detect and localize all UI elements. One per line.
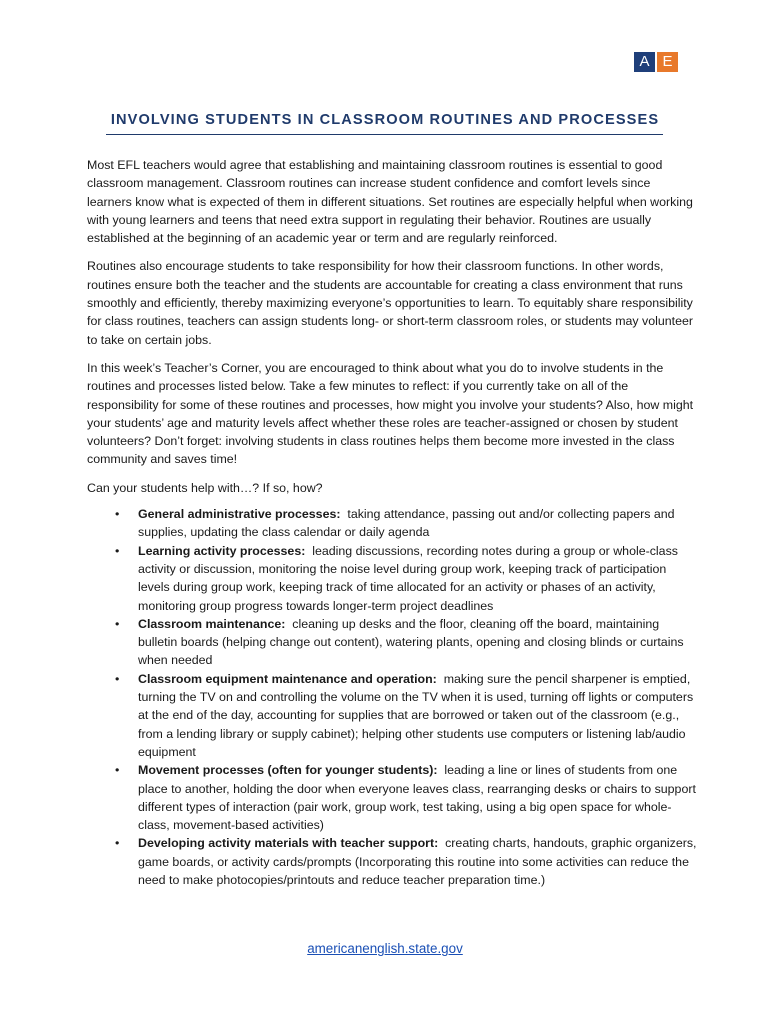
bullet-icon: • <box>115 763 120 778</box>
list-item-term: General administrative processes: <box>138 507 341 522</box>
list-item <box>87 834 697 889</box>
logo-letter-e: E <box>657 52 678 72</box>
list-item-term: Classroom equipment maintenance and operation: <box>138 671 437 686</box>
bullet-icon: • <box>115 836 120 851</box>
logo-letter-a: A <box>634 52 655 72</box>
footer <box>0 941 770 956</box>
list-item-text: leading a line or lines of students from one place to another, holding the door when everyone leaves class, rearranging desks or chairs to support different types of interaction (pair work, group work, test taking, using a big open space for whole-class, movement-based activities) <box>138 763 696 833</box>
list-item <box>87 761 697 834</box>
list-item <box>87 670 697 761</box>
list-item-text: cleaning up desks and the floor, cleaning off the board, maintaining bulletin boards (helping change out content), watering plants, opening and closing blinds or curtains when needed <box>138 616 684 668</box>
list-item <box>87 615 697 670</box>
list-item-text: creating charts, handouts, graphic organizers, game boards, or activity cards/prompts (Incorporating this routine into some activities can reduce the need to make photocopies/printouts and reduce teacher preparation time.) <box>138 836 697 887</box>
bullet-icon: • <box>115 507 120 522</box>
bullet-icon: • <box>115 543 120 558</box>
list-item-term: Classroom maintenance: <box>138 616 286 631</box>
ae-logo <box>634 52 678 72</box>
footer-website-link[interactable]: americanenglish.state.gov <box>307 941 463 956</box>
title-underline <box>106 134 663 135</box>
list-item-term: Learning activity processes: <box>138 543 306 558</box>
list-question: Can your students help with…? If so, how? <box>87 480 323 495</box>
list-item <box>87 542 697 615</box>
list-item-text: leading discussions, recording notes during a group or whole-class activity or discussion, monitoring the noise level during group work, keeping track of participation levels during group work, keeping track of time allocated for an activity or phases of an activity, monitoring group progress towards longer-term project deadlines <box>138 543 678 613</box>
list-item-text: making sure the pencil sharpener is emptied, turning the TV on and controlling the volume on the TV when it is used, turning off lights or computers at the end of the day, accounting for supplies that are borrowed or taken out of the classroom (e.g., from a lending library or supply cabinet); helping other students use computers or listening lab/audio equipment <box>138 671 694 759</box>
bullet-icon: • <box>115 671 120 686</box>
bullet-icon: • <box>115 616 120 631</box>
paragraph-teachers-corner: In this week’s Teacher’s Corner, you are encouraged to think about what you do to involve students in the routines and processes listed below. Take a few minutes to reflect: if you currently take on all of the responsibility for some of these routines and processes, how might you involve your students? Also, how might your students’ age and maturity levels affect whether these roles are teacher-assigned or chosen by student volunteers? Don’t forget: involving students in class routines helps them become more invested in the class community and saves time! <box>87 360 694 467</box>
list-item <box>87 505 697 542</box>
paragraph-intro: Most EFL teachers would agree that establishing and maintaining classroom routines is essential to good classroom management. Classroom routines can increase student confidence and comfort levels since learners know what is expected of them in different situations. Set routines are especially helpful when working with young learners and teens that need extra support in regulating their behavior. Routines are usually established at the beginning of an academic year or term and are regularly reinforced. <box>87 158 693 246</box>
routines-list <box>87 505 697 889</box>
list-item-term: Developing activity materials with teacher support: <box>138 836 439 851</box>
list-item-term: Movement processes (often for younger students): <box>138 763 438 778</box>
paragraph-responsibility: Routines also encourage students to take responsibility for how their classroom functions. In other words, routines ensure both the teacher and the students are accountable for creating a class environment that runs smoothly and efficiently, thereby maximizing everyone’s opportunities to learn. To equitably share responsibility for class routines, teachers can assign students long- or short-term classroom roles, or students may volunteer to take on certain jobs. <box>87 259 694 347</box>
page-title: INVOLVING STUDENTS IN CLASSROOM ROUTINES AND PROCESSES <box>110 112 660 128</box>
list-item-text: taking attendance, passing out and/or collecting papers and supplies, updating the class calendar or daily agenda <box>138 507 675 540</box>
document-body <box>87 156 697 889</box>
